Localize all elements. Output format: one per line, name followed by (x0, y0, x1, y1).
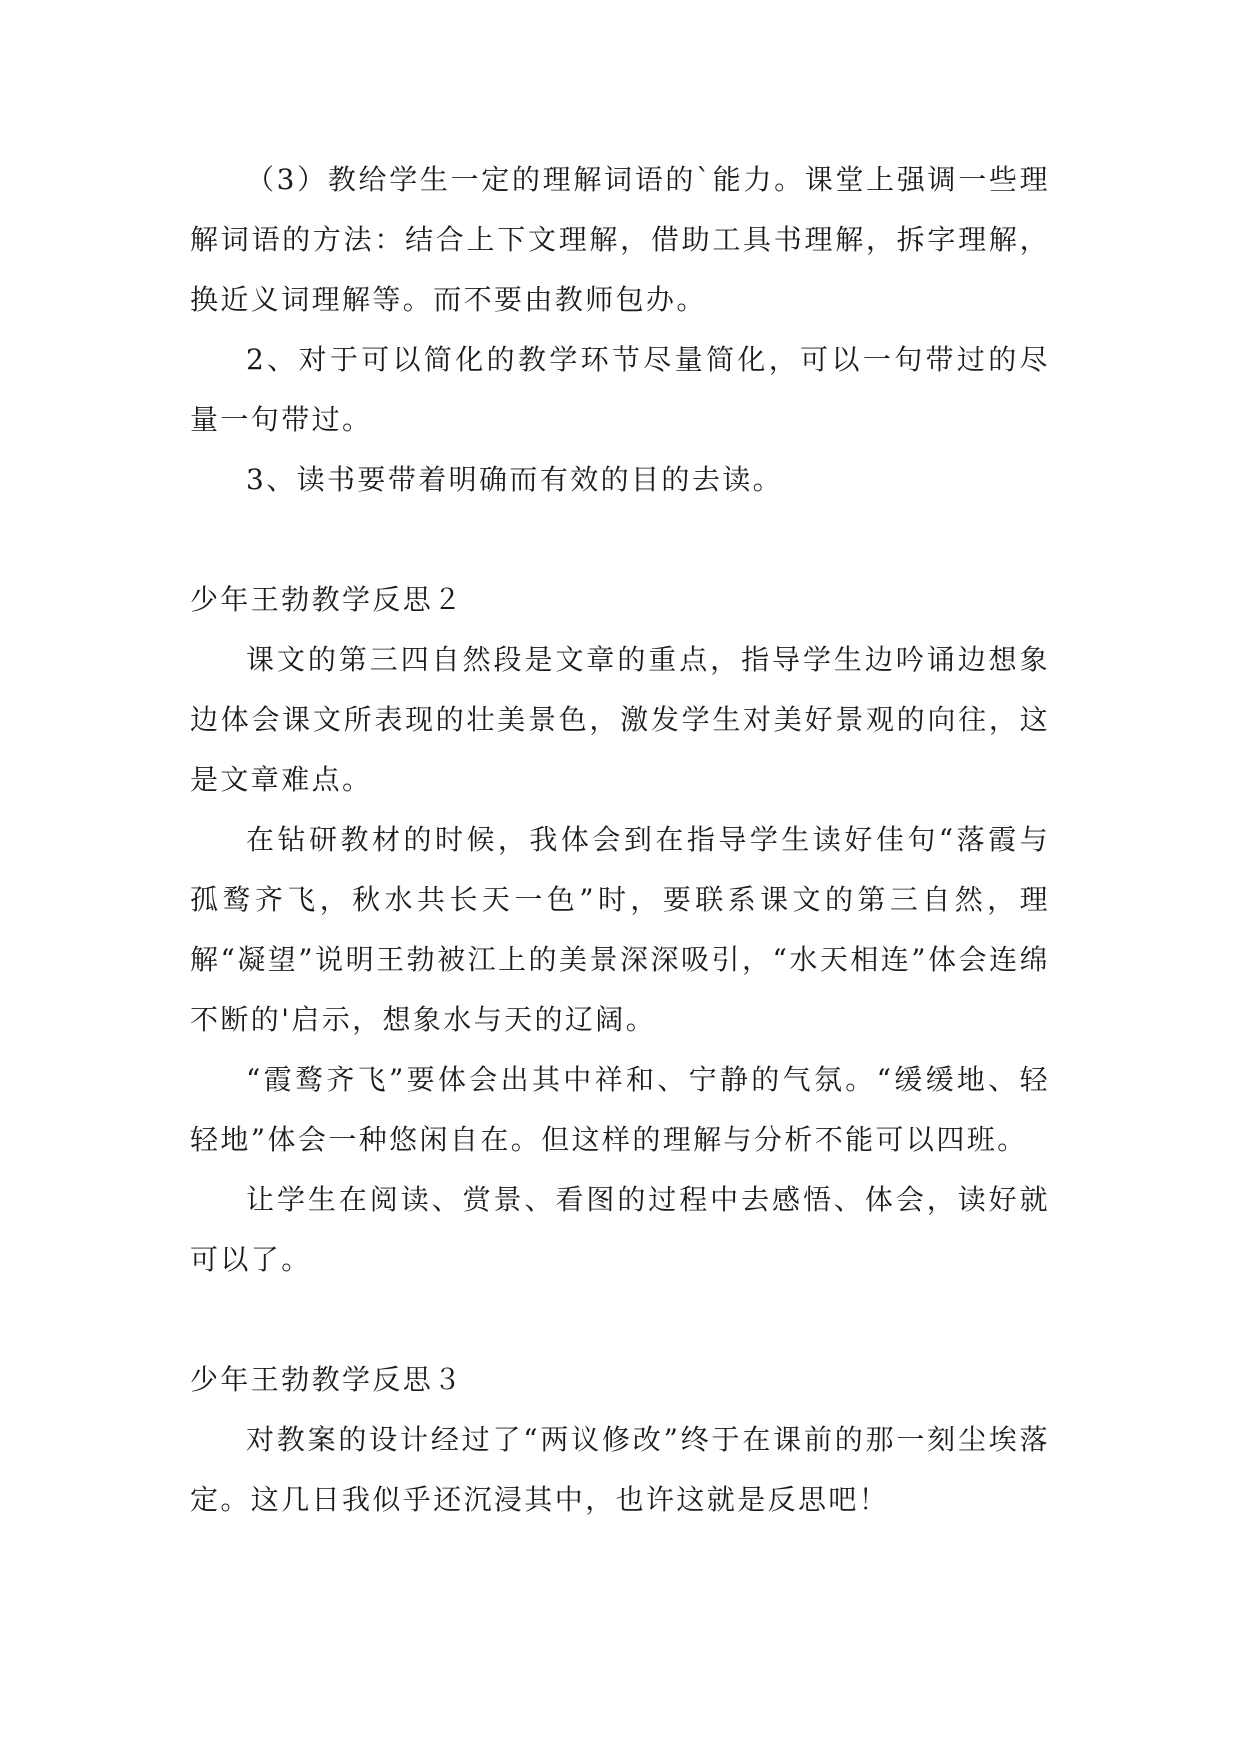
document-body (190, 150, 1050, 1530)
paragraph: 课文的第三四自然段是文章的重点，指导学生边吟诵边想象边体会课文所表现的壮美景色，激发学生对美好景观的向往，这是文章难点。 (190, 643, 1050, 796)
paragraph: 让学生在阅读、赏景、看图的过程中去感悟、体会，读好就可以了。 (190, 1183, 1050, 1276)
section-spacer (190, 1290, 1050, 1350)
paragraph: 在钻研教材的时候，我体会到在指导学生读好佳句“落霞与孤鹜齐飞，秋水共长天一色”时，要联系课文的第三自然，理解“凝望”说明王勃被江上的美景深深吸引，“水天相连”体会连绵不断的'启示，想象水与天的辽阔。 (190, 823, 1050, 1036)
section-spacer (190, 510, 1050, 570)
paragraph: （3）教给学生一定的理解词语的`能力。课堂上强调一些理解词语的方法：结合上下文理解，借助工具书理解，拆字理解，换近义词理解等。而不要由教师包办。 (190, 163, 1050, 316)
section-title: 少年王勃教学反思３ (190, 1363, 464, 1396)
section-title: 少年王勃教学反思２ (190, 583, 464, 616)
paragraph: 对教案的设计经过了“两议修改”终于在课前的那一刻尘埃落定。这几日我似乎还沉浸其中，也许这就是反思吧！ (190, 1423, 1050, 1516)
paragraph: 3、读书要带着明确而有效的目的去读。 (246, 463, 784, 496)
paragraph: “霞鹜齐飞”要体会出其中祥和、宁静的气氛。“缓缓地、轻轻地”体会一种悠闲自在。但这样的理解与分析不能可以四班。 (190, 1063, 1050, 1156)
paragraph: 2、对于可以简化的教学环节尽量简化，可以一句带过的尽量一句带过。 (190, 343, 1050, 436)
